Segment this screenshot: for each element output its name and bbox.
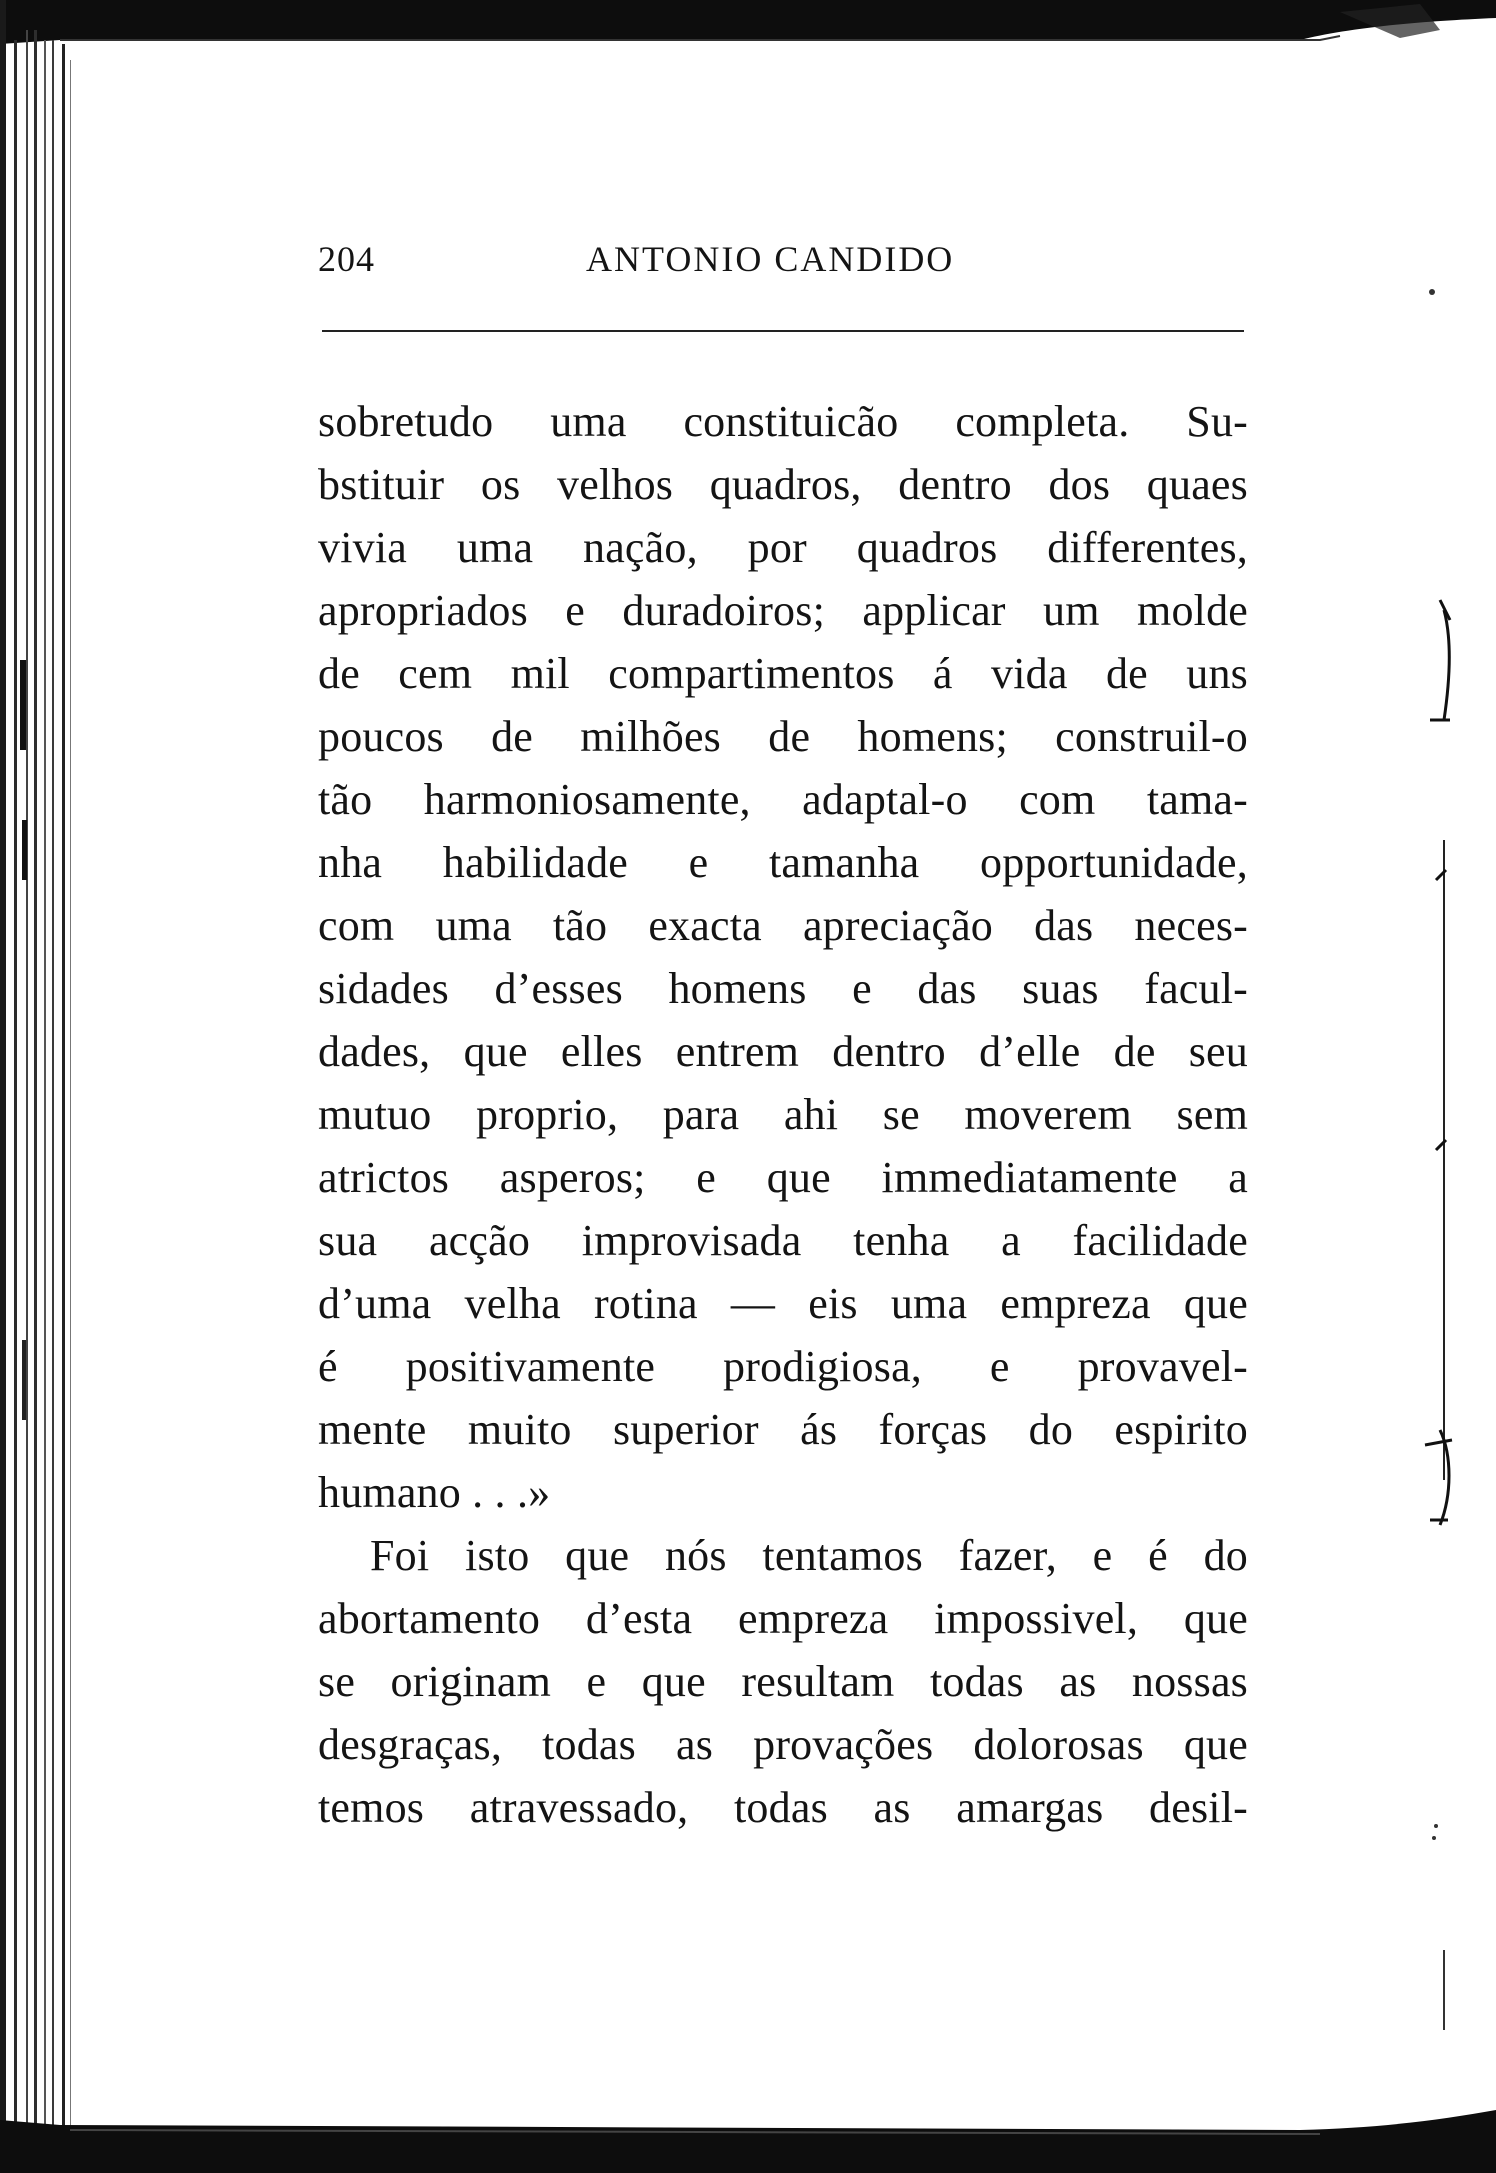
text-line: dades, que elles entrem dentro d’elle de seu [318, 1027, 1248, 1076]
text-line: bstituir os velhos quadros, dentro dos quaes [318, 460, 1248, 509]
text-line: se originam e que resultam todas as nossas [318, 1657, 1248, 1706]
text-line: desgraças, todas as provações dolorosas que [318, 1720, 1248, 1769]
text-line: sidades d’esses homens e das suas facul- [318, 964, 1248, 1013]
body-text [318, 390, 1248, 1839]
text-line: sua acção improvisada tenha a facilidade [318, 1216, 1248, 1265]
text-line: com uma tão exacta apreciação das neces- [318, 901, 1248, 950]
page-number: 204 [318, 239, 375, 279]
text-line: vivia uma nação, por quadros differentes, [318, 523, 1248, 572]
text-line: de cem mil compartimentos á vida de uns [318, 649, 1248, 698]
text-line: mente muito superior ás forças do espirito [318, 1405, 1248, 1454]
text-line: apropriados e duradoiros; applicar um molde [318, 586, 1248, 635]
text-line: temos atravessado, todas as amargas desil- [318, 1783, 1248, 1832]
text-line: abortamento d’esta empreza impossivel, que [318, 1594, 1248, 1643]
text-line: humano . . .» [318, 1468, 551, 1517]
text-line: sobretudo uma constituicão completa. Su- [318, 397, 1248, 446]
text-line: atrictos asperos; e que immediatamente a [318, 1153, 1248, 1202]
running-head [318, 238, 1248, 288]
text-line: mutuo proprio, para ahi se moverem sem [318, 1090, 1248, 1139]
text-line: poucos de milhões de homens; construil-o [318, 712, 1248, 761]
text-line: nha habilidade e tamanha opportunidade, [318, 838, 1248, 887]
header-rule [322, 330, 1244, 332]
text-line: tão harmoniosamente, adaptal-o com tama- [318, 775, 1248, 824]
text-line: d’uma velha rotina — eis uma empreza que [318, 1279, 1248, 1328]
running-title: ANTONIO CANDIDO [586, 239, 955, 279]
text-line: é positivamente prodigiosa, e provavel- [318, 1342, 1248, 1391]
paragraph-first-line: Foi isto que nós tentamos fazer, e é do [370, 1531, 1248, 1580]
